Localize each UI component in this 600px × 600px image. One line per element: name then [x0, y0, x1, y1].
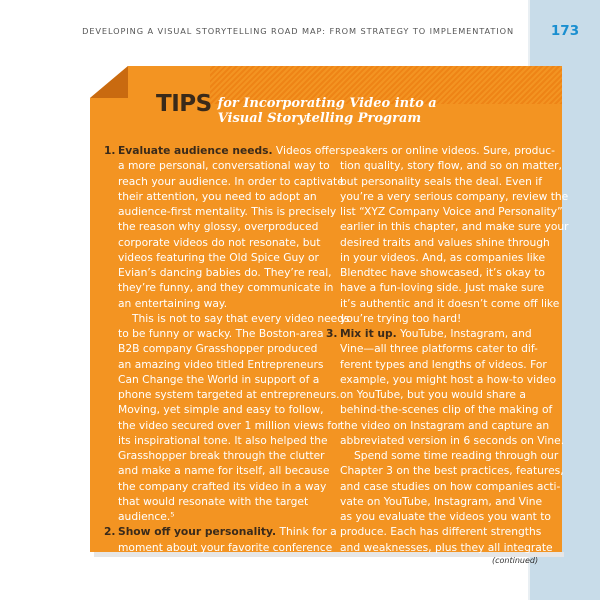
text-line: list “XYZ Company Voice and Personality”: [340, 205, 563, 218]
tip-number: 3.: [326, 327, 338, 340]
text-line: as you evaluate the videos you want to: [340, 510, 551, 523]
text-line: an amazing video titled Entrepreneurs: [118, 357, 324, 371]
tips-title: TIPS: [156, 91, 212, 117]
text-line: audience.⁵: [118, 510, 175, 523]
text-line: its inspirational tone. It also helped the: [118, 433, 328, 447]
left-column: [104, 143, 350, 555]
page-number: 173: [550, 23, 580, 39]
text-line: and make a name for itself, all because: [118, 464, 330, 478]
text-line: it’s authentic and it doesn’t come off like: [340, 296, 560, 310]
text-line: corporate videos do not resonate, but: [118, 235, 321, 249]
text-line: they’re funny, and they communicate in: [118, 281, 334, 295]
tip-lead: Show off your personality.: [118, 525, 277, 539]
text-line: [340, 326, 554, 341]
tip-text: Videos offer: [272, 144, 340, 157]
tips-subtitle-line: for Incorporating Video into a: [217, 96, 437, 111]
text-line: Spend some time reading through our: [354, 449, 559, 462]
tip-item: [326, 326, 565, 448]
text-line: you’re trying too hard!: [340, 311, 462, 325]
text-line: earlier in this chapter, and make sure your: [340, 220, 569, 234]
text-line: behind-the-scenes clip of the making of: [340, 403, 553, 417]
tip-item: [104, 143, 344, 311]
text-line: Grasshopper break through the clutter: [118, 449, 325, 462]
text-line: [118, 524, 337, 539]
text-line: Moving, yet simple and easy to follow,: [118, 403, 324, 417]
tips-heading: [156, 92, 437, 126]
text-line: you’re a very serious company, review the: [340, 189, 569, 203]
continued-label: (continued): [492, 556, 539, 565]
text-line: the reason why glossy, overproduced: [118, 220, 319, 234]
text-line: the video secured over 1 million views for: [118, 418, 342, 432]
tip-item: [104, 524, 337, 555]
tip-number: 1.: [104, 144, 116, 157]
text-line: desired traits and values shine through: [340, 235, 550, 249]
text-line: the video on Instagram and capture an: [340, 418, 550, 432]
text-line: ferent types and lengths of videos. For: [340, 357, 547, 371]
text-line: to be funny or wacky. The Boston-area: [118, 327, 324, 340]
text-line: the company crafted its video in a way: [118, 479, 327, 493]
tips-subtitle-line: Visual Storytelling Program: [217, 111, 422, 126]
text-line: their attention, you need to adopt an: [118, 189, 317, 203]
tip-lead: Evaluate audience needs.: [118, 144, 273, 157]
text-line: but personality seals the deal. Even if: [340, 174, 542, 188]
text-line: produce. Each has different strengths: [340, 525, 542, 539]
text-line: in your videos. And, as companies like: [340, 250, 546, 264]
text-line: tion quality, story flow, and so on matter,: [340, 159, 562, 173]
text-line: a more personal, conversational way to: [118, 159, 330, 173]
right-column: [326, 143, 569, 555]
text-line: speakers or online videos. Sure, produc-: [340, 144, 555, 157]
folded-corner-flap: [90, 66, 128, 98]
text-line: and case studies on how companies acti-: [340, 479, 561, 493]
text-line: Chapter 3 on the best practices, features,: [340, 464, 564, 478]
text-line: audience-first mentality. This is precisely: [118, 205, 337, 218]
text-line: on YouTube, but you would share a: [340, 388, 526, 401]
paragraph: [104, 311, 350, 525]
text-line: have a fun-loving side. Just make sure: [340, 281, 545, 295]
text-line: [118, 143, 340, 158]
tip-text: YouTube, Instagram, and: [396, 327, 532, 340]
text-line: example, you might host a how-to video: [340, 372, 556, 386]
tip-text: Think for a: [276, 525, 337, 539]
text-line: moment about your favorite conference: [118, 540, 333, 554]
text-line: This is not to say that every video needs: [132, 311, 350, 325]
text-line: Evian’s dancing babies do. They’re real,: [118, 266, 332, 279]
text-line: and weaknesses, plus they all integrate: [340, 540, 553, 554]
text-line: that would resonate with the target: [118, 494, 309, 508]
tip-number: 2.: [104, 525, 116, 539]
text-line: phone system targeted at entrepreneurs.: [118, 388, 340, 401]
running-head: DEVELOPING A VISUAL STORYTELLING ROAD MAP: FROM STRATEGY TO IMPLEMENTATION: [82, 26, 514, 36]
text-line: Blendtec have showcased, it’s okay to: [340, 266, 545, 279]
text-line: reach your audience. In order to captivate: [118, 174, 344, 188]
tips-subtitle: [218, 96, 437, 126]
text-line: B2B company Grasshopper produced: [118, 342, 318, 356]
continued-paragraph: [326, 143, 569, 326]
text-line: an entertaining way.: [118, 296, 228, 310]
text-line: vate on YouTube, Instagram, and Vine: [340, 494, 543, 508]
text-line: Vine—all three platforms cater to dif-: [340, 342, 538, 356]
text-line: Can Change the World in support of a: [118, 372, 320, 386]
tip-lead: Mix it up.: [340, 327, 397, 340]
paragraph: [326, 448, 564, 555]
text-line: videos featuring the Old Spice Guy or: [118, 250, 319, 264]
text-line: abbreviated version in 6 seconds on Vine.: [340, 433, 565, 447]
